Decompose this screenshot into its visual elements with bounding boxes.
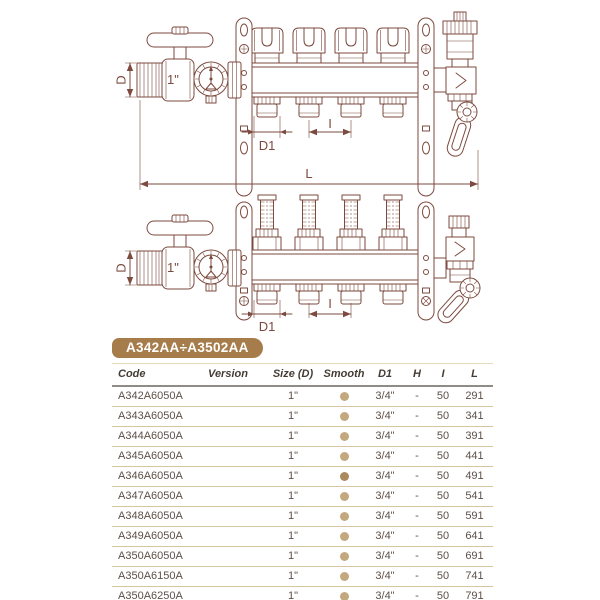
cell-version <box>192 386 264 407</box>
cell-l: 441 <box>456 447 493 467</box>
cell-version <box>192 547 264 567</box>
cell-l: 541 <box>456 487 493 507</box>
table-row <box>112 447 493 467</box>
cell-d1: 3/4" <box>366 447 404 467</box>
cell-h: - <box>404 386 430 407</box>
dim-label-d-top: D <box>113 75 129 85</box>
cell-h: - <box>404 527 430 547</box>
cell-i: 50 <box>430 407 456 427</box>
smooth-dot <box>340 552 349 561</box>
cell-size: 1" <box>264 527 322 547</box>
cell-code: A349A6050A <box>112 527 192 547</box>
cell-code: A350A6050A <box>112 547 192 567</box>
cell-l: 641 <box>456 527 493 547</box>
cell-version <box>192 447 264 467</box>
table-row <box>112 386 493 407</box>
spec-table-block <box>112 338 493 600</box>
cell-d1: 3/4" <box>366 567 404 587</box>
column-header-size: Size (D) <box>264 364 322 387</box>
column-header-d1: D1 <box>366 364 404 387</box>
cell-l: 341 <box>456 407 493 427</box>
spec-table <box>112 363 493 600</box>
cell-code: A345A6050A <box>112 447 192 467</box>
air-vent-assembly <box>434 12 477 101</box>
cell-d1: 3/4" <box>366 547 404 567</box>
cell-smooth <box>322 467 366 487</box>
smooth-dot <box>340 512 349 521</box>
cell-i: 50 <box>430 547 456 567</box>
table-row <box>112 407 493 427</box>
dim-label-d1-bottom: D1 <box>258 319 276 334</box>
cell-size: 1" <box>264 547 322 567</box>
drain-valve <box>445 101 477 158</box>
cell-smooth <box>322 447 366 467</box>
bottom-outlets <box>254 97 406 117</box>
cell-i: 50 <box>430 507 456 527</box>
cell-smooth <box>322 507 366 527</box>
cell-h: - <box>404 407 430 427</box>
table-row <box>112 527 493 547</box>
cell-d1: 3/4" <box>366 427 404 447</box>
product-range-badge: A342AA÷A3502AA <box>112 338 263 358</box>
smooth-dot <box>340 532 349 541</box>
cell-l: 591 <box>456 507 493 527</box>
cell-size: 1" <box>264 567 322 587</box>
cell-smooth <box>322 487 366 507</box>
cell-code: A343A6050A <box>112 407 192 427</box>
dim-label-d1-top: D1 <box>258 138 276 153</box>
cell-d1: 3/4" <box>366 407 404 427</box>
dim-label-i-bottom: I <box>328 296 332 311</box>
valve-caps <box>251 28 409 63</box>
cell-d1: 3/4" <box>366 527 404 547</box>
cell-i: 50 <box>430 587 456 600</box>
cell-d1: 3/4" <box>366 487 404 507</box>
manifold-bar <box>246 63 424 97</box>
cell-size: 1" <box>264 507 322 527</box>
cell-version <box>192 467 264 487</box>
cell-smooth <box>322 527 366 547</box>
cell-smooth <box>322 587 366 600</box>
cell-size: 1" <box>264 427 322 447</box>
cell-l: 791 <box>456 587 493 600</box>
flow-meter-tubes <box>253 195 407 250</box>
cell-h: - <box>404 547 430 567</box>
cell-i: 50 <box>430 386 456 407</box>
cell-d1: 3/4" <box>366 587 404 600</box>
cell-version <box>192 427 264 447</box>
size-mark-top: 1" <box>167 72 179 87</box>
dim-label-i-top: I <box>328 116 332 131</box>
end-valve-assembly <box>434 216 474 282</box>
cell-smooth <box>322 567 366 587</box>
cell-d1: 3/4" <box>366 386 404 407</box>
cell-l: 291 <box>456 386 493 407</box>
cell-code: A347A6050A <box>112 487 192 507</box>
cell-code: A350A6250A <box>112 587 192 600</box>
cell-h: - <box>404 467 430 487</box>
cell-version <box>192 587 264 600</box>
table-row <box>112 487 493 507</box>
cell-l: 491 <box>456 467 493 487</box>
cell-h: - <box>404 447 430 467</box>
cell-size: 1" <box>264 467 322 487</box>
cell-i: 50 <box>430 447 456 467</box>
cell-version <box>192 487 264 507</box>
smooth-dot <box>340 432 349 441</box>
cell-smooth <box>322 386 366 407</box>
smooth-dot <box>340 492 349 501</box>
cell-size: 1" <box>264 407 322 427</box>
column-header-h: H <box>404 364 430 387</box>
ball-valve-assembly <box>125 27 241 103</box>
cell-size: 1" <box>264 587 322 600</box>
cell-i: 50 <box>430 467 456 487</box>
cell-i: 50 <box>430 487 456 507</box>
table-row <box>112 567 493 587</box>
cell-h: - <box>404 427 430 447</box>
column-header-smooth: Smooth <box>322 364 366 387</box>
ball-valve-assembly <box>125 215 241 291</box>
cell-i: 50 <box>430 527 456 547</box>
cell-d1: 3/4" <box>366 507 404 527</box>
cell-smooth <box>322 547 366 567</box>
cell-code: A348A6050A <box>112 507 192 527</box>
table-row <box>112 467 493 487</box>
size-mark-bottom: 1" <box>167 260 179 275</box>
cell-d1: 3/4" <box>366 467 404 487</box>
cell-l: 741 <box>456 567 493 587</box>
cell-i: 50 <box>430 427 456 447</box>
cell-size: 1" <box>264 386 322 407</box>
column-header-code: Code <box>112 364 192 387</box>
cell-l: 391 <box>456 427 493 447</box>
cell-size: 1" <box>264 487 322 507</box>
cell-i: 50 <box>430 567 456 587</box>
dim-label-l: L <box>305 166 313 181</box>
dim-label-d-bottom: D <box>113 263 129 273</box>
smooth-dot <box>340 452 349 461</box>
table-row <box>112 587 493 600</box>
cell-size: 1" <box>264 447 322 467</box>
table-row <box>112 427 493 447</box>
smooth-dot <box>340 392 349 401</box>
column-header-l: L <box>456 364 493 387</box>
cell-smooth <box>322 407 366 427</box>
smooth-dot <box>340 572 349 581</box>
column-header-i: I <box>430 364 456 387</box>
cell-code: A344A6050A <box>112 427 192 447</box>
cell-version <box>192 567 264 587</box>
table-row <box>112 507 493 527</box>
smooth-dot <box>340 592 349 600</box>
cell-code: A342A6050A <box>112 386 192 407</box>
cell-h: - <box>404 507 430 527</box>
table-header-row <box>112 364 493 387</box>
manifold-drawing-top <box>125 12 477 196</box>
cell-version <box>192 527 264 547</box>
cell-h: - <box>404 567 430 587</box>
cell-smooth <box>322 427 366 447</box>
cell-version <box>192 407 264 427</box>
smooth-dot <box>340 472 349 481</box>
smooth-dot <box>340 412 349 421</box>
cell-h: - <box>404 487 430 507</box>
drain-valve <box>435 278 480 326</box>
table-row <box>112 547 493 567</box>
cell-code: A346A6050A <box>112 467 192 487</box>
cell-code: A350A6150A <box>112 567 192 587</box>
column-header-version: Version <box>192 364 264 387</box>
cell-h: - <box>404 587 430 600</box>
cell-version <box>192 507 264 527</box>
manifold-bar <box>246 250 424 284</box>
cell-l: 691 <box>456 547 493 567</box>
